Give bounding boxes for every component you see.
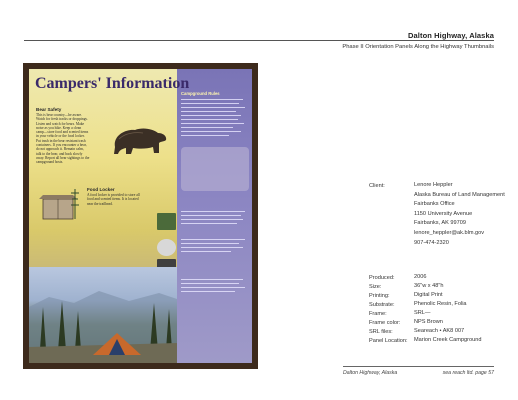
client-line: 1150 University Avenue bbox=[414, 210, 473, 217]
client-line: Fairbanks Office bbox=[414, 201, 455, 208]
info-text-line bbox=[181, 287, 245, 288]
rules-text-line bbox=[181, 123, 244, 124]
bear-safety-line: talk to the bear, and back slowly bbox=[36, 151, 83, 156]
panel-title: Campers' Information bbox=[35, 75, 190, 92]
info-text-line bbox=[181, 283, 239, 284]
info-text-line bbox=[181, 247, 243, 248]
rules-text-line bbox=[181, 103, 239, 104]
client-line: lenore_heppler@ak.blm.gov bbox=[414, 229, 485, 236]
rules-text-line bbox=[181, 115, 241, 116]
spec-label-panel-location: Panel Location: bbox=[369, 338, 408, 344]
page-title: Dalton Highway, Alaska bbox=[408, 31, 494, 40]
footer-right: sea reach ltd. page 57 bbox=[442, 370, 494, 376]
spec-value-panel-location: Marion Creek Campground bbox=[414, 337, 482, 343]
panel-thumbnail bbox=[23, 63, 258, 369]
client-line: 907-474-2320 bbox=[414, 239, 449, 246]
spec-label-frame: Frame: bbox=[369, 311, 387, 317]
tent-icon bbox=[89, 329, 145, 357]
spec-value-client bbox=[414, 181, 505, 248]
info-text-line bbox=[181, 219, 243, 220]
client-line: Alaska Bureau of Land Management bbox=[414, 191, 505, 198]
spec-value-srl-files: Seareach • AK8 007 bbox=[414, 328, 465, 334]
spec-value-size: 36"w x 48"h bbox=[414, 283, 444, 289]
rules-text-line bbox=[181, 131, 241, 132]
info-text-line bbox=[181, 239, 245, 240]
food-locker-heading: Food Locker bbox=[87, 187, 115, 192]
bear-safety-line: containers. If you encounter a bear, bbox=[36, 143, 87, 148]
bear-safety-line: away. Report all bear sightings to the bbox=[36, 155, 90, 160]
spec-label-size: Size: bbox=[369, 284, 382, 290]
bear-safety-line: Listen and watch for bears. Make bbox=[36, 121, 85, 126]
bear-safety-line: camp—store food and scented items bbox=[36, 130, 89, 135]
info-text-line bbox=[181, 279, 243, 280]
footer-left: Dalton Highway, Alaska bbox=[343, 370, 398, 376]
spec-value-frame: SRL— bbox=[414, 310, 431, 316]
spec-value-produced: 2006 bbox=[414, 274, 427, 280]
photo-thumbnail bbox=[157, 239, 176, 256]
food-locker-line: near the trailhead. bbox=[87, 201, 113, 206]
rules-text-line bbox=[181, 127, 233, 128]
rules-text-line bbox=[181, 107, 245, 108]
page-subtitle: Phase II Orientation Panels Along the Highway Thumbnails bbox=[342, 44, 494, 50]
spec-label-substrate: Substrate: bbox=[369, 302, 395, 308]
spec-value-frame-color: NPS Brown bbox=[414, 319, 443, 325]
bear-safety-line: Watch for fresh tracks or droppings. bbox=[36, 117, 88, 122]
info-text-line bbox=[181, 243, 239, 244]
info-text-line bbox=[181, 251, 231, 252]
bear-safety-line: Put trash in the bear resistant trash bbox=[36, 138, 86, 143]
bear-safety-line: in your vehicle or the food locker. bbox=[36, 134, 85, 139]
food-locker-line: A food locker is provided to store all bbox=[87, 193, 140, 197]
bear-safety-line: do not approach it. Remain calm, bbox=[36, 147, 84, 152]
spec-label-client: Client: bbox=[369, 183, 385, 189]
campground-rules-heading: Campground Rules bbox=[181, 91, 220, 96]
client-line: Lenore Heppler bbox=[414, 182, 453, 188]
title-rule bbox=[24, 40, 494, 41]
spec-value-substrate: Phenolic Resin, Folia bbox=[414, 301, 467, 307]
photo-thumbnail bbox=[157, 213, 176, 230]
food-locker-text bbox=[87, 193, 171, 206]
rules-text-line bbox=[181, 99, 243, 100]
bear-safety-line: This is bear country—be aware. bbox=[36, 113, 83, 117]
info-text-line bbox=[181, 223, 237, 224]
info-text-line bbox=[181, 215, 241, 216]
info-text-line bbox=[181, 211, 245, 212]
rules-text-line bbox=[181, 135, 229, 136]
bear-safety-text bbox=[36, 113, 106, 165]
client-line: Fairbanks, AK 99709 bbox=[414, 220, 466, 227]
bear-safety-heading: Bear Safety bbox=[36, 107, 62, 112]
info-text-line bbox=[181, 291, 235, 292]
spec-label-produced: Produced: bbox=[369, 275, 395, 281]
food-locker-line: food and scented items. It is located bbox=[87, 197, 139, 202]
spec-label-srl-files: SRL files: bbox=[369, 329, 393, 335]
rules-text-line bbox=[181, 119, 238, 120]
bear-safety-line: campground hosts. bbox=[36, 160, 64, 165]
campfire-sketch bbox=[181, 147, 249, 191]
rules-text-line bbox=[181, 111, 236, 112]
campground-photo bbox=[29, 267, 177, 363]
food-locker-sketch bbox=[37, 185, 81, 225]
spec-value-printing: Digital Print bbox=[414, 292, 443, 298]
bear-safety-line: noise as you hike. Keep a clean bbox=[36, 125, 82, 130]
spec-label-frame-color: Frame color: bbox=[369, 320, 401, 326]
footer-rule bbox=[343, 366, 494, 367]
bear-illustration bbox=[109, 121, 169, 161]
spec-label-printing: Printing: bbox=[369, 293, 390, 299]
panel-artwork bbox=[29, 69, 252, 363]
